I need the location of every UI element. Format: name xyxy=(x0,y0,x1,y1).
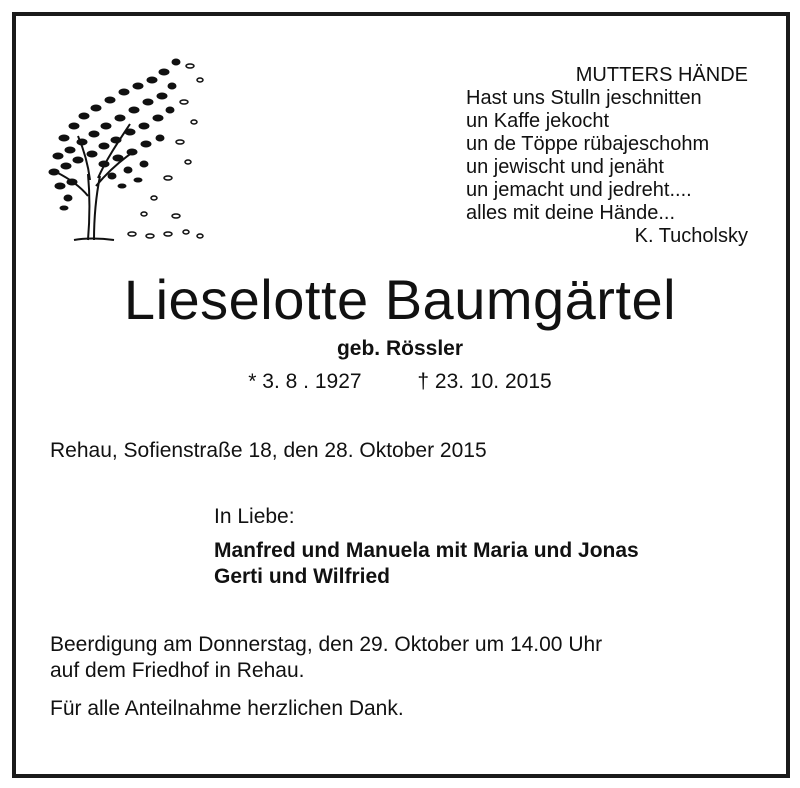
death-date: † 23. 10. 2015 xyxy=(417,370,552,393)
thanks-note: Für alle Anteilnahme herzlichen Dank. xyxy=(50,697,404,720)
poem-line: alles mit deine Hände... xyxy=(466,202,676,224)
poem-title: MUTTERS HÄNDE xyxy=(575,64,748,86)
funeral-notice xyxy=(50,632,602,684)
mourner-line: Gerti und Wilfried xyxy=(214,565,390,588)
poem-line: un Kaffe jekocht xyxy=(466,110,610,132)
deceased-name: Lieselotte Baumgärtel xyxy=(123,268,677,331)
maiden-name: geb. Rössler xyxy=(336,337,464,360)
poem-block xyxy=(448,64,748,248)
life-dates xyxy=(0,368,800,396)
birth-date: * 3. 8 . 1927 xyxy=(248,370,362,393)
poem-line: un jemacht und jedreht.... xyxy=(466,179,692,201)
mourner-line: Manfred und Manuela mit Maria und Jonas xyxy=(214,539,639,562)
poem-line: un jewischt und jenäht xyxy=(466,156,664,178)
funeral-line: Beerdigung am Donnerstag, den 29. Oktober um 14.00 Uhr xyxy=(50,633,603,656)
poem-line: un de Töppe rübajeschohm xyxy=(466,133,710,155)
mourners-label: In Liebe: xyxy=(214,505,295,528)
funeral-line: auf dem Friedhof in Rehau. xyxy=(50,659,305,682)
poem-line: Hast uns Stulln jeschnitten xyxy=(466,87,702,109)
mourners-list xyxy=(214,538,639,590)
poem-author: K. Tucholsky xyxy=(634,225,748,247)
tree-with-falling-leaves-icon xyxy=(44,46,208,244)
place-and-date: Rehau, Sofienstraße 18, den 28. Oktober 2015 xyxy=(50,439,487,462)
